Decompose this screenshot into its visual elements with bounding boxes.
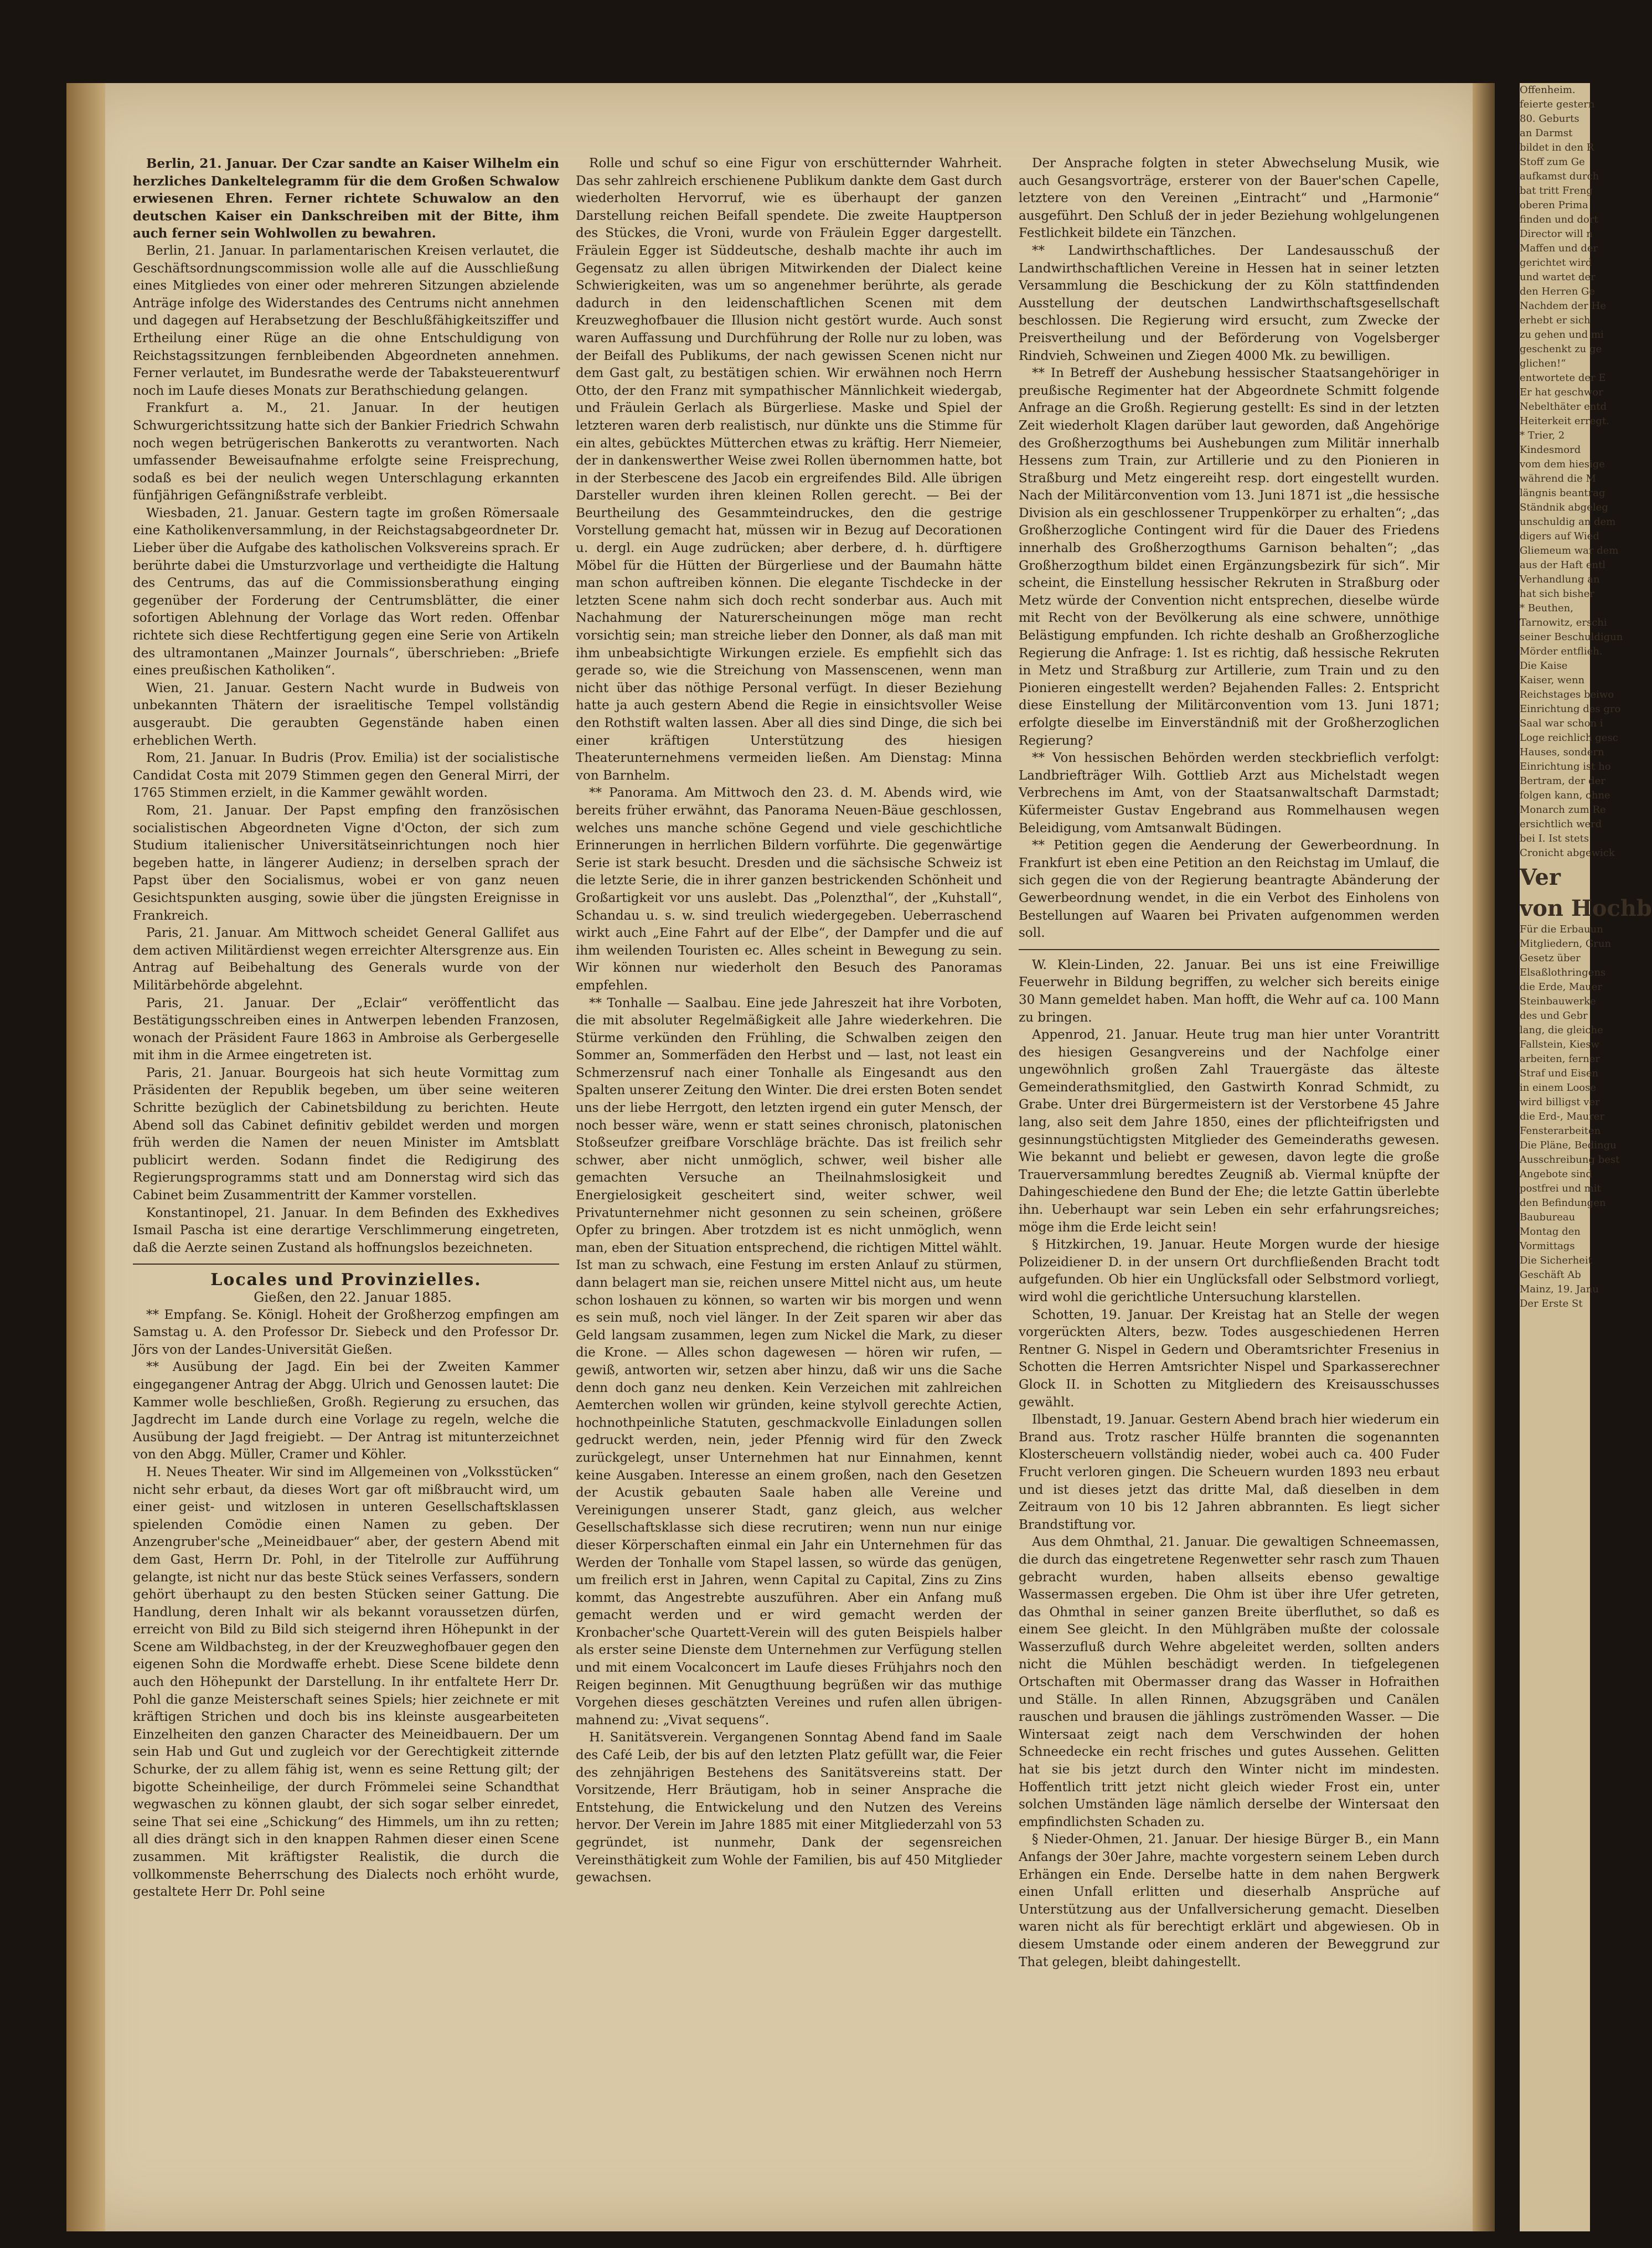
adjacent-page-line: Hauses, sondern [1520, 746, 1604, 758]
adjacent-page-line: Director will n [1520, 228, 1593, 240]
adjacent-page-line: Gesetz über [1520, 952, 1581, 964]
adjacent-page-line: Bertram, der der [1520, 775, 1605, 787]
adjacent-page-line: ersichtlich werd [1520, 818, 1602, 830]
adjacent-page-line: Mainz, 19. Janu [1520, 1283, 1599, 1295]
adjacent-page-line: Nachdem der He [1520, 300, 1606, 312]
adjacent-page-line: Kaiser, wenn [1520, 674, 1585, 686]
column-3 [1019, 155, 1439, 1971]
adjacent-page-line: den Befindungen [1520, 1197, 1606, 1209]
adjacent-page-line: Stoff zum Ge [1520, 156, 1585, 168]
adjacent-page-line: Straf und Eisen [1520, 1068, 1599, 1079]
adjacent-page-line: glichen!“ [1520, 358, 1566, 369]
article: ** In Betreff der Aushebung hessischer Staatsangehöriger in preußische Regimenter hat der Abgeordnete Schmitt folgende Anfrage an die Großh. Regierung gestellt: Es sind in der letzten Zeit wiederholt Klagen darüber laut geworden, daß Angehörige des Großherzogthums bei Aushebungen zum Militär innerhalb Hessens zum Train, zur Artillerie und zu den Pionieren in Straßburg und Metz eingereiht resp. dort eingestellt wurden. Nach der Militärconvention vom 13. Juni 1871 ist „die hessische Division als ein geschlossener Truppenkörper zu erhalten“; „das Großherzogliche Contingent wird für die Dauer des Friedens innerhalb des Großherzogthums Garnison behalten“; „das Großherzogthum bildet einen Ergänzungsbezirk für sich“. Mir scheint, die Einstellung hessischer Rekruten in Straßburg oder Metz würde der Convention nicht entsprechen, dieselbe würde mit Recht von der Bevölkerung als eine schwere, unnöthige Belästigung empfunden. Ich richte deshalb an Großherzogliche Regierung die Anfrage: 1. Ist es richtig, daß hessische Rekruten in Metz und Straßburg zur Artillerie, zum Train und zu den Pionieren eingestellt werden? Bejahenden Falles: 2. Entspricht diese Einstellung der Militärconvention vom 13. Juni 1871; erfolgte dieselbe im Einverständniß mit der Großherzoglichen Regierung? [1019, 366, 1439, 748]
adjacent-page-line: vom dem hiesige [1520, 458, 1605, 470]
adjacent-page-line: lang, die gleiche [1520, 1024, 1603, 1036]
adjacent-page-line: Verhandlung an [1520, 574, 1600, 585]
article: W. Klein-Linden, 22. Januar. Bei uns ist eine Freiwillige Feuerwehr in Bildung begriffen, zu welcher sich bereits einige 30 Mann gemeldet haben. Man hofft, die Wehr auf ca. 100 Mann zu bringen. [1019, 957, 1439, 1025]
adjacent-page-line: Nebelthäter entd [1520, 401, 1607, 413]
article: ** Ausübung der Jagd. Ein bei der Zweiten Kammer eingegangener Antrag der Abgg. Ulrich und Genossen lautet: Die Kammer wolle beschließen, Großh. Regierung zu ersuchen, das Jagdrecht im Lande durch eine Vorlage zu regeln, welche die Ausübung der Jagd freigiebt. — Der Antrag ist mitunterzeichnet von den Abgg. Müller, Cramer und Köhler. [133, 1360, 559, 1462]
adjacent-page-line: den Herren Ge [1520, 286, 1596, 297]
article: Paris, 21. Januar. Am Mittwoch scheidet General Gallifet aus dem activen Militärdienst wegen erreichter Altersgrenze aus. Ein Antrag auf Beibehaltung des Generals wurde von der Militärbehörde abgelehnt. [133, 926, 559, 993]
article: Paris, 21. Januar. Der „Eclair“ veröffentlicht das Bestätigungsschreiben eines in Antwerpen lebenden Franzosen, wonach der Präsident Faure 1863 in Ambroise als Gerbergeselle mit ihm in die Armee eingetreten ist. [133, 996, 559, 1063]
adjacent-page-line: postfrei und mit [1520, 1183, 1601, 1194]
adjacent-page-line: geschenkt zu ge [1520, 343, 1602, 355]
adjacent-page-line: feierte gestern [1520, 99, 1595, 110]
adjacent-page-line: Einrichtung des gro [1520, 703, 1621, 715]
adjacent-page-line: Montag den [1520, 1226, 1581, 1238]
adjacent-page-line: Ständnik abgeleg [1520, 502, 1608, 513]
adjacent-page-line: Saal war schon i [1520, 718, 1603, 729]
adjacent-page-line: Der Erste St [1520, 1298, 1583, 1309]
adjacent-page-line: entwortete der E [1520, 372, 1606, 384]
article: Der Ansprache folgten in steter Abwechselung Musik, wie auch Gesangsvorträge, ersterer von der Bauer'schen Capelle, letztere von den Vereinen „Eintracht“ und „Harmonie“ ausgeführt. Den Schluß der in jeder Beziehung wohlgelungenen Festlichkeit bildete ein Tänzchen. [1019, 156, 1439, 241]
adjacent-page-line: seiner Beschuldigun [1520, 631, 1623, 643]
adjacent-page-line: an Darmst [1520, 127, 1573, 139]
adjacent-page-line: Geschäft Ab [1520, 1269, 1581, 1281]
adjacent-page-line: bat tritt Freng [1520, 185, 1593, 197]
adjacent-page-line: Loge reichlich gesc [1520, 732, 1618, 744]
adjacent-page-line: folgen kann, ohne [1520, 790, 1610, 801]
article: Berlin, 21. Januar. Der Czar sandte an Kaiser Wilhelm ein herzliches Dankeltelegramm für die dem Großen Schwalow erwiesenen Ehren. Ferner richtete Schuwalow an den deutschen Kaiser ein Dankschreiben mit der Bitte, ihm auch ferner sein Wohlwollen zu bewahren. [133, 156, 559, 241]
article: Wien, 21. Januar. Gestern Nacht wurde in Budweis von unbekannten Thätern der israelitische Tempel vollständig ausgeraubt. Die geraubten Gegenstände haben einen erheblichen Werth. [133, 680, 559, 748]
article: H. Sanitätsverein. Vergangenen Sonntag Abend fand im Saale des Café Leib, der bis auf den letzten Platz gefüllt war, die Feier des zehnjährigen Bestehens des Sanitätsvereins statt. Der Vorsitzende, Herr Bräutigam, hob in seiner Ansprache die Entstehung, die Entwickelung und den Nutzen des Vereins hervor. Der Verein im Jahre 1885 mit einer Mitgliederzahl von 53 gegründet, ist nunmehr, Dank der segensreichen Vereinsthätigkeit zum Wohle der Familien, bis auf 450 Mitglieder gewachsen. [576, 1730, 1002, 1885]
adjacent-page-line: erhebt er sich [1520, 314, 1591, 326]
article: ** Tonhalle — Saalbau. Eine jede Jahreszeit hat ihre Vorboten, die mit absoluter Regelmäßigkeit alle Jahre wiederkehren. Die Stürme verkünden den Frühling, die Schwalben zeigen den Sommer an, Sommerfäden den Herbst und — last, not least ein Schmerzensruf nach einer Tonhalle als Eingesandt aus den Spalten unserer Zeitung den Winter. Die drei ersten Boten sendet uns der liebe Herrgott, den letzten irgend ein guter Mensch, der noch besser wäre, wenn er statt seines chronisch, platonischen Stoßseufzer greifbare Vorschläge brächte. Das ist freilich sehr schwer, aber nicht unmöglich, schwer, weil bisher alle gemachten Versuche an Theilnahmslosigkeit und Energielosigkeit gescheitert sind, weiter schwer, weil Privatunternehmer nicht gesonnen zu sein scheinen, größere Opfer zu bringen. Aber trotzdem ist es nicht unmöglich, wenn man, eben der Situation entsprechend, die richtigen Mittel wählt. Ist man zu schwach, eine Festung im ersten Anlauf zu stürmen, dann belagert man sie, reichen unsere Mittel nicht aus, um heute schon loshauen zu können, so warten wir bis morgen und wenn es sein muß, noch viel länger. In der Zeit sparen wir aber das Geld langsam zusammen, legen zum Nickel die Mark, zu dieser die Krone. — Alles schon dagewesen — hören wir rufen, — gewiß, antworten wir, setzen aber hinzu, daß wir uns die Sache denn doch ganz neu denken. Kein Verzeichen mit zahlreichen Aemterchen wollen wir gründen, keine stylvoll gerechte Actien, hochnothpeinliche Statuten, geschmackvolle Einladungen sollen gedruckt werden, nein, jeder Pfennig wird für den Zweck zurückgelegt, unser Unternehmen hat nur Einnahmen, kennt keine Ausgaben. Interesse an einem großen, nach den Gesetzen der Acustik gebauten Saale haben alle Vereine und Vereinigungen unserer Stadt, ganz gleich, aus welcher Gesellschaftsklasse sich diese recrutiren; wenn nun nur einige dieser Körperschaften einmal ein Jahr ein Unternehmen für das Werden der Tonhalle vom Stapel lassen, so würde das genügen, um freilich erst in Jahren, wenn Capital zu Capital, Zins zu Zins kommt, das Angestrebte auszuführen. Aber ein Anfang muß gemacht werden und er wird gemacht werden der Kronbacher'sche Quartett-Verein will des guten Beispiels halber als erster seine Dienste dem Unternehmen zur Verfügung stellen und mit einem Vocalconcert im Laufe dieses Frühjahrs noch den Reigen beginnen. Mit Genugthuung begrüßen wir das muthige Vorgehen dieses geschätzten Vereines und rufen allen übrigen-mahnend zu: „Vivat sequens“. [576, 996, 1002, 1728]
adjacent-page-line: Gliemeum war dem [1520, 545, 1619, 556]
article: ** Von hessischen Behörden werden steckbrieflich verfolgt: Landbriefträger Wilh. Gottlieb Arzt aus Michelstadt wegen Verbrechens im Amt, von der Staatsanwaltschaft Darmstadt; Küfermeister Gustav Engebrand aus Rommelhausen wegen Beleidigung, vom Amtsanwalt Büdingen. [1019, 751, 1439, 836]
article: § Nieder-Ohmen, 21. Januar. Der hiesige Bürger B., ein Mann Anfangs der 30er Jahre, machte vorgestern seinem Leben durch Erhängen ein Ende. Derselbe hatte in dem nahen Bergwerk einen Unfall erlitten und dieserhalb Ansprüche auf Unterstützung aus der Unfallversicherung gemacht. Dieselben waren nicht als für berechtigt erklärt und abgewiesen. Ob in diesem Umstande oder einem anderen der Beweggrund zur That gelegen, bleibt dahingestellt. [1019, 1832, 1439, 1969]
adjacent-page-line: oberen Prima [1520, 199, 1588, 211]
article: Appenrod, 21. Januar. Heute trug man hier unter Vorantritt des hiesigen Gesangvereins und der Nachfolge einer ungewöhnlich großen Zahl Trauergäste das älteste Gemeinderathsmitglied, den Gastwirth Konrad Schmidt, zu Grabe. Unter drei Bürgermeistern ist der Verstorbene 45 Jahre lang, also seit dem Jahre 1850, eines der pflichteifrigsten und gesinnungstüchtigsten Mitglieder des Gemeinderaths gewesen. Wie bekannt und beliebt er gewesen, davon legte die große Trauerversammlung beredtes Zeugniß ab. Viermal knüpfte der Dahingeschiedene den Bund der Ehe; die letzte Gattin überlebte ihn. Ueberhaupt war sein Leben ein sehr erfahrungsreiches; möge ihm die Erde leicht sein! [1019, 1028, 1439, 1235]
adjacent-page-line: hat sich bisher [1520, 588, 1595, 600]
adjacent-page-line: * Trier, 2 [1520, 430, 1565, 441]
adjacent-page-line: Mitgliedern, Grun [1520, 938, 1612, 950]
adjacent-page-line: finden und dort [1520, 214, 1598, 225]
adjacent-page-line: Monarch zum Re [1520, 804, 1606, 816]
adjacent-page-line: wird billigst ver [1520, 1096, 1600, 1108]
adjacent-page-line: Die Kaise [1520, 660, 1568, 672]
article: Schotten, 19. Januar. Der Kreistag hat an Stelle der wegen vorgerückten Alters, bezw. Todes ausgeschiedenen Herren Rentner G. Nispel in Gedern und Oberamtsrichter Fresenius in Schotten die Herren Amtsrichter Nispel und Sparkasserechner Glock II. in Schotten zu Mitgliedern des Kreisausschusses gewählt. [1019, 1307, 1439, 1410]
article: Ilbenstadt, 19. Januar. Gestern Abend brach hier wiederum ein Brand aus. Trotz rascher Hülfe brannten die sogenannten Klosterscheuern vollständig nieder, wobei auch ca. 400 Fuder Frucht verloren gingen. Die Scheuern wurden 1893 neu erbaut und ist dieses jetzt das dritte Mal, daß dieselben in dem Zeitraum von 10 bis 12 Jahren abbrannten. Es liegt sicher Brandstiftung vor. [1019, 1412, 1439, 1532]
article: Wiesbaden, 21. Januar. Gestern tagte im großen Römersaale eine Katholikenversammlung, in der Reichstagsabgeordneter Dr. Lieber über die Aufgabe des katholischen Volksvereins sprach. Er berührte dabei die Umsturzvorlage und vertheidigte die Haltung des Centrums, das auf die Commissionsberathung einging gegenüber der Forderung der Centrumsblätter, die einer sofortigen Ablehnung der Vorlage das Wort reden. Offenbar richtete sich diese Rechtfertigung gegen eine Serie von Artikeln des ultramontanen „Mainzer Journals“, überschrieben: „Briefe eines preußischen Katholiken“. [133, 506, 559, 678]
adjacent-page-line: zu gehen und mi [1520, 329, 1604, 341]
adjacent-page-line: Vormittags [1520, 1240, 1575, 1252]
adjacent-page-line: Die Sicherheit [1520, 1255, 1592, 1266]
page-binding-edge [66, 83, 105, 2231]
adjacent-page-line: Fallstein, Kiesw [1520, 1039, 1599, 1050]
adjacent-page-line: Kindesmord [1520, 444, 1581, 456]
adjacent-page-line: Ver [1520, 864, 1561, 890]
article: ** Landwirthschaftliches. Der Landesausschuß der Landwirthschaftlichen Vereine in Hessen hat in seiner letzten Versammlung die Beschickung der zu Köln stattfindenden Ausstellung der deutschen Landwirthschaftsgesellschaft beschlossen. Die Regierung wird ersucht, zum Zwecke der Preisvertheilung und der Beförderung von Vogelsberger Rindvieh, Schweinen und Ziegen 4000 Mk. zu bewilligen. [1019, 243, 1439, 363]
article: Rom, 21. Januar. In Budris (Prov. Emilia) ist der socialistische Candidat Costa mit 2079 Stimmen gegen den General Mirri, der 1765 Stimmen erzielt, in die Kammer gewählt worden. [133, 751, 559, 801]
adjacent-page-line: Steinbauwerke [1520, 996, 1596, 1007]
column-2 [576, 155, 1002, 1887]
adjacent-page-line: gerichtet wird [1520, 257, 1592, 269]
adjacent-page-line: Maffen und der [1520, 243, 1598, 254]
adjacent-page-line: arbeiten, ferner [1520, 1053, 1600, 1065]
adjacent-page-line: Er hat geschwor [1520, 386, 1603, 398]
adjacent-page-line: Einrichtung ist ho [1520, 761, 1611, 772]
article: H. Neues Theater. Wir sind im Allgemeinen von „Volksstücken“ nicht sehr erbaut, da dieses Wort gar oft mißbraucht wird, um einer geist- und witzlosen in unteren Gesellschaftsklassen spielenden Comödie einen Namen zu geben. Der Anzengruber'sche „Meineidbauer“ aber, der gestern Abend mit dem Gast, Herrn Dr. Pohl, in der Titelrolle zur Aufführung gelangte, ist nicht nur das beste Stück seines Verfassers, sondern gehört überhaupt zu den besten Stücken seiner Gattung. Die Handlung, deren Inhalt wir als bekannt voraussetzen dürfen, erreicht von Bild zu Bild sich steigernd ihren Höhepunkt in der Scene am Wildbachsteg, in der der Kreuzweghofbauer gegen den eigenen Sohn die Mordwaffe erhebt. Diese Scene bildete denn auch den Höhepunkt der Darstellung. In ihr entfaltete Herr Dr. Pohl die ganze Meisterschaft seines Spiels; hier zeichnete er mit kräftigen Strichen und doch bis ins kleinste ausgearbeiteten Einzelheiten den ganzen Character des Meineidbauern. Der um sein Hab und Gut und zugleich vor der Gerechtigkeit zitternde Schurke, der zu allem fähig ist, wenn es seine Rettung gilt; der bigotte Scheinheilige, der durch Frömmelei seine Schandthat wegwaschen zu können glaubt, der sich sogar selber einredet, seine That sei eine „Schickung“ des Himmels, um ihn zu retten; all dies drängt sich in den knappen Rahmen dieser einen Scene zusammen. Mit kräftigster Realistik, die durch die vollkommenste Beherrschung des Dialects noch erhöht wurde, gestaltete Herr Dr. Pohl seine [133, 1465, 559, 1900]
article: ** Empfang. Se. Königl. Hoheit der Großherzog empfingen am Samstag u. A. den Professor Dr. Siebeck und den Professor Dr. Jörs von der Landes-Universität Gießen. [133, 1307, 559, 1357]
adjacent-page-line: Heiterkeit erregt. [1520, 415, 1609, 427]
adjacent-page-line: Ausschreibung best [1520, 1154, 1620, 1166]
adjacent-page-line: unschuldig an dem [1520, 516, 1616, 528]
adjacent-page-line: Die Pläne, Bedingu [1520, 1140, 1617, 1151]
adjacent-page-line: Cronicht abgewick [1520, 847, 1615, 859]
adjacent-page-line: während die M [1520, 473, 1596, 484]
adjacent-page-line: längnis beantrag [1520, 487, 1605, 499]
article: Konstantinopel, 21. Januar. In dem Befinden des Exkhedives Ismail Pascha ist eine derartige Verschlimmerung eingetreten, daß die Aerzte seinen Zustand als hoffnungslos bezeichneten. [133, 1205, 559, 1255]
column-rule [1019, 949, 1439, 950]
section-dateline: Gießen, den 22. Januar 1885. [254, 1290, 452, 1305]
column-1 [133, 155, 559, 1901]
adjacent-page-fragment [1520, 83, 1652, 2231]
adjacent-page-line: aufkamst durch [1520, 171, 1599, 182]
adjacent-page-line: Offenheim. [1520, 84, 1576, 96]
article: Rom, 21. Januar. Der Papst empfing den französischen socialistischen Abgeordneten Vigne d'Octon, der sich zum Studium italienischer Universitätseinrichtungen noch hier begeben hatte, in längerer Audienz; in derselben sprach der Papst über den Socialismus, wobei er von ganz neuen Gesichtspunkten ausging, sowie über die jüngsten Ereignisse in Frankreich. [133, 803, 559, 923]
adjacent-page-line: digers auf Wied [1520, 530, 1599, 542]
adjacent-page-line: Fensterarbeiten [1520, 1125, 1601, 1137]
article: Paris, 21. Januar. Bourgeois hat sich heute Vormittag zum Präsidenten der Republik begeben, um über seine weiteren Schritte bezüglich der Cabinetsbildung zu berichten. Heute Abend soll das Cabinet definitiv gebildet werden und morgen früh werden die Namen der neuen Minister im Amtsblatt publicirt werden. Sodann findet die Redigirung des Regierungsprogramms statt und am Donnerstag wird sich das Cabinet beim Zusammentritt der Kammer vorstellen. [133, 1065, 559, 1203]
article: Rolle und schuf so eine Figur von erschütternder Wahrheit. Das sehr zahlreich erschienene Publikum dankte dem Gast durch wiederholten Hervorruf, wie es überhaupt der ganzen Darstellung reichen Beifall spendete. Die zweite Hauptperson des Stückes, die Vroni, wurde von Fräulein Egger dargestellt. Fräulein Egger ist Süddeutsche, deshalb machte ihr auch im Gegensatz zu allen übrigen Mitwirkenden der Dialect keine Schwierigkeiten, was um so angenehmer berührte, als gerade dadurch in den leidenschaftlichen Scenen mit dem Kreuzweghofbauer die Illusion nicht gestört wurde. Auch sonst waren Auffassung und Durchführung der Rolle nur zu loben, was der Beifall des Publikums, der nach gewissen Scenen nicht nur dem Gast galt, zu bestätigen schien. Wir erwähnen noch Herrn Otto, der den Franz mit sympathischer Männlichkeit wiedergab, und Fräulein Gerlach als Bürgerliese. Maske und Spiel der letzteren waren derb realistisch, nur dünkte uns die Stimme für ein altes, gebücktes Mütterchen etwas zu kräftig. Herr Niemeier, der in dankenswerther Weise zwei Rollen übernommen hatte, bot in der Sterbescene des Jacob ein ergreifendes Bild. Alle übrigen Darsteller wurden ihren kleinen Rollen gerecht. — Bei der Beurtheilung des Gesammteindruckes, den die gestrige Vorstellung gemacht hat, müssen wir in Bezug auf Decorationen u. dergl. ein Auge zudrücken; aber derbere, d. h. dürftigere Möbel für die Hütten der Bürgerliese und der Baumahn hätte man schon auftreiben können. Die elegante Tischdecke in der letzten Scene nahm sich doch recht sonderbar aus. Auch mit Nachahmung der Naturerscheinungen möge man recht vorsichtig sein; man streiche lieber den Donner, als daß man mit ihm unbeabsichtigte Wirkungen erziele. Es empfiehlt sich das gerade so, wie die Streichung von Massenscenen, wenn man nicht über das nöthige Personal verfügt. In dieser Beziehung hatte ja auch gestern Abend die Regie in einsichtsvoller Weise den Rothstift walten lassen. Aber all dies sind Dinge, die sich bei einer kräftigen Unterstützung des hiesigen Theaterunternehmens vermeiden ließen. Am Dienstag: Minna von Barnhelm. [576, 156, 1002, 783]
adjacent-page-line: aus der Haft entl [1520, 559, 1606, 571]
article: ** Panorama. Am Mittwoch den 23. d. M. Abends wird, wie bereits früher erwähnt, das Panorama Neuen-Bäue geschlossen, welches uns manche schöne Gegend und viele geschichtliche Erinnerungen in herrlichen Bildern vorführte. Die gegenwärtige Serie ist stark besucht. Dresden und die sächsische Schweiz ist die letzte Serie, die in ihrer ganzen bestrickenden Schönheit und Großartigkeit vor uns auslebt. Das „Polenzthal“, der „Kuhstall“, Schandau u. s. w. sind treulich wiedergegeben. Ueberraschend wirkt auch „Eine Fahrt auf der Elbe“, der Dampfer und die auf ihm weilenden Touristen ec. Alles scheint in Bewegung zu sein. Wir können nur wiederholt den Besuch des Panoramas empfehlen. [576, 786, 1002, 993]
adjacent-page-line: die Erd-, Maurer [1520, 1111, 1605, 1122]
adjacent-page-line: und wartet der [1520, 271, 1596, 283]
adjacent-page-line: die Erde, Mauer [1520, 981, 1603, 993]
adjacent-page-line: des und Gebr [1520, 1010, 1588, 1022]
adjacent-page-line: bei I. Ist stets [1520, 833, 1589, 844]
article: § Hitzkirchen, 19. Januar. Heute Morgen wurde der hiesige Polizeidiener D. in der unsern Ort durchfließenden Bracht todt aufgefunden. Ob hier ein Unglücksfall oder Selbstmord vorliegt, wird wohl die gerichtliche Untersuchung klarstellen. [1019, 1238, 1439, 1305]
adjacent-page-line: Elsaßlothringens [1520, 967, 1606, 978]
adjacent-page-line: Tarnowitz, erschi [1520, 617, 1607, 628]
adjacent-page-line: bildet in den R [1520, 142, 1594, 153]
article: Aus dem Ohmthal, 21. Januar. Die gewaltigen Schneemassen, die durch das eingetretene Regenwetter sehr rasch zum Thauen gebracht wurden, haben allseits ebenso gewaltige Wassermassen ergeben. Die Ohm ist über ihre Ufer getreten, das Ohmthal in seiner ganzen Breite überfluthet, so daß es einem See gleicht. In den Mühlgräben mußte der colossale Wasserzufluß durch Wehre abgeleitet werden, sollten anders nicht die Mühlen beschädigt werden. In tiefgelegenen Ortschaften mit Obermasser drang das Wasser in Hofraithen und Ställe. In allen Rinnen, Abzugsgräben und Canälen rauschen und brausen die jählings zuströmenden Wasser. — Die Wintersaat zeigt nach dem Verschwinden der hohen Schneedecke ein recht frisches und gutes Aussehen. Gelitten hat sie bis jetzt durch den Winter nicht im mindesten. Hoffentlich tritt jetzt nicht gleich wieder Frost ein, unter solchen Umständen läge nämlich derselbe der Wintersaat den empfindlichsten Schaden zu. [1019, 1535, 1439, 1829]
article: ** Petition gegen die Aenderung der Gewerbeordnung. In Frankfurt ist eben eine Petition an den Reichstag im Umlauf, die sich gegen die von der Regierung beantragte Abänderung der Gewerbeordnung wendet, in die ein Verbot des Einholens von Bestellungen auf Waaren bei Privaten aufgenommen werden soll. [1019, 838, 1439, 941]
adjacent-page-line: Mörder entflieh. [1520, 646, 1603, 657]
article: Berlin, 21. Januar. In parlamentarischen Kreisen verlautet, die Geschäftsordnungscommission wolle alle auf die Ausschließung eines Mitgliedes von einer oder mehreren Sitzungen abzielende Anträge infolge des Widerstandes des Centrums nicht annehmen und dagegen auf Herabsetzung der Beschlußfähigkeitsziffer und Ertheilung einer Rüge an die ohne Entschuldigung von Reichstagssitzungen fernbleibenden Abgeordneten annehmen. Ferner verlautet, im Bundesrathe werde der Tabaksteuerentwurf noch im Laufe dieses Monats zur Berathschiedung gelangen. [133, 243, 559, 398]
article: Frankfurt a. M., 21. Januar. In der heutigen Schwurgerichtssitzung hatte sich der Bankier Friedrich Schwahn noch wegen betrügerischen Bankerotts zu verantworten. Nach umfassender Beweisaufnahme erfolgte seine Freisprechung, sodaß es bei der neulich wegen Unterschlagung erkannten fünfjährigen Gefängnißstrafe verbleibt. [133, 401, 559, 503]
section-rule [133, 1264, 559, 1265]
adjacent-page-line: * Beuthen, [1520, 602, 1573, 614]
section-title: Locales und Provinzielles. [210, 1270, 482, 1290]
adjacent-page-line: von Hochb [1520, 895, 1652, 921]
page-gutter-edge [1473, 83, 1495, 2231]
adjacent-page-line: Für die Erbauun [1520, 924, 1603, 935]
adjacent-page-line: 80. Geburts [1520, 113, 1579, 125]
adjacent-page-line: Angebote sind [1520, 1168, 1592, 1180]
adjacent-page-line: Baubureau [1520, 1211, 1576, 1223]
newspaper-page [66, 83, 1495, 2231]
adjacent-page-line: Reichstages beiwo [1520, 689, 1614, 700]
adjacent-page-line: in einem Loose [1520, 1082, 1597, 1094]
